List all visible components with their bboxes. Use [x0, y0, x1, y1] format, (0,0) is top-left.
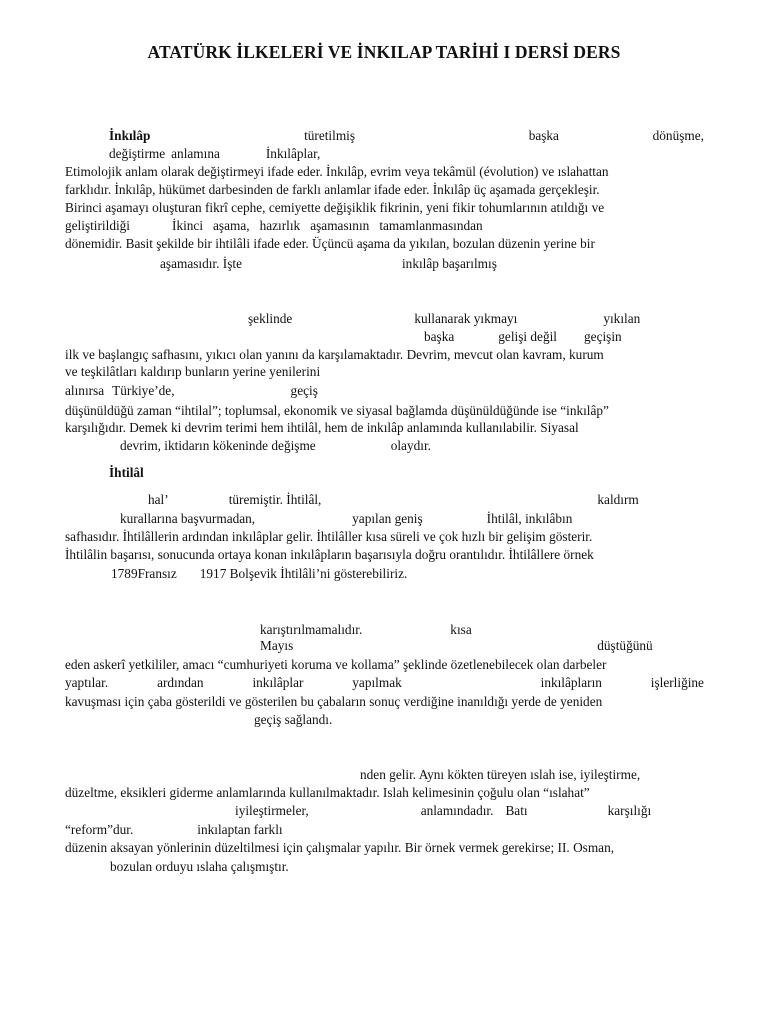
text-fragment: kurallarına başvurmadan, — [120, 511, 256, 526]
text-fragment: olaydır. — [390, 438, 431, 453]
text-fragment: geliştirildiği — [65, 218, 131, 233]
document-title: ATATÜRK İLKELERİ VE İNKILAP TARİHİ I DERSİ DERS — [147, 42, 621, 62]
paragraph-line: geçiş sağlandı. — [254, 712, 333, 727]
text-fragment: aşamasıdır. İşte — [160, 256, 242, 271]
text-fragment: türemiştir. İhtilâl, — [228, 492, 322, 507]
section-heading-ihtilal: İhtilâl — [109, 465, 144, 480]
text-fragment: “reform”dur. — [65, 822, 134, 837]
text-fragment: kaldırm — [597, 492, 639, 507]
paragraph-line: dönemidir. Basit şekilde bir ihtilâli ifade eder. Üçüncü aşama da yıkılan, bozulan düzenin yerine bir — [65, 236, 595, 251]
paragraph-line: ilk ve başlangıç safhasını, yıkıcı olan yanını da karşılamaktadır. Devrim, mevcut olan kavram, kurum — [65, 347, 604, 362]
text-fragment: aşama, — [213, 218, 250, 233]
paragraph-line — [65, 674, 704, 692]
text-fragment: hazırlık — [259, 218, 301, 233]
paragraph-line: safhasıdır. İhtilâllerin ardından inkılâplar gelir. İhtilâller kısa süreli ve çok hızlı bir gelişim gösterir. — [65, 529, 593, 544]
text-fragment: Türkiye’de, — [112, 383, 175, 398]
text-fragment: İnkılâplar, — [265, 146, 321, 161]
text-fragment: kısa — [450, 622, 472, 637]
paragraph-line — [111, 565, 704, 583]
text-fragment: geçişin — [584, 329, 622, 344]
paragraph-line: kavuşması için çaba gösterildi ve gösterilen bu çabaların sonuç verdiğine inanıldığı yerde de yeniden — [65, 694, 603, 709]
text-fragment: yaptılar. — [65, 675, 109, 690]
paragraph-line: nden gelir. Aynı kökten türeyen ıslah ise, iyileştirme, — [360, 767, 641, 782]
text-fragment: yapılmak — [352, 675, 402, 690]
paragraph-line: İhtilâlin başarısı, sonucunda ortaya konan inkılâpların başarısıyla doğru orantılıdır. İhtilâllere örnek — [65, 547, 594, 562]
paragraph-line: karşılığıdır. Demek ki devrim terimi hem ihtilâl, hem de inkılâp anlamında kullanılabilir. Siyasal — [65, 420, 579, 435]
text-fragment: ardından — [157, 675, 204, 690]
paragraph-line — [424, 328, 704, 346]
text-fragment: Mayıs — [260, 638, 294, 653]
paragraph-line: bozulan orduyu ıslaha çalışmıştır. — [110, 859, 289, 874]
paragraph-line — [248, 310, 704, 328]
paragraph-line: düşünüldüğü zaman “ihtilal”; toplumsal, ekonomik ve siyasal bağlamda düşünüldüğünde ise “inkılâp” — [65, 403, 609, 418]
paragraph-line: düzenin aksayan yönlerinin düzeltilmesi için çalışmalar yapılır. Bir örnek vermek gerekirse; II. Osman, — [65, 840, 615, 855]
text-fragment: karıştırılmamalıdır. — [260, 622, 363, 637]
paragraph-line — [65, 821, 704, 839]
text-fragment: yıkılan — [603, 311, 641, 326]
text-fragment: kullanarak yıkmayı — [414, 311, 518, 326]
paragraph-line — [65, 217, 704, 235]
text-fragment: şeklinde — [248, 311, 293, 326]
text-fragment: inkılâp başarılmış — [401, 256, 497, 271]
text-fragment: yapılan geniş — [352, 511, 423, 526]
text-fragment: başka — [528, 128, 559, 143]
text-fragment: İkinci — [172, 218, 204, 233]
text-fragment: devrim, iktidarın kökeninde değişme — [120, 438, 316, 453]
text-fragment: 1917 Bolşevik İhtilâli’ni gösterebiliriz. — [199, 566, 408, 581]
paragraph-line — [160, 255, 704, 273]
paragraph-line — [235, 802, 704, 820]
text-fragment: türetilmiş — [304, 128, 356, 143]
text-fragment: karşılığı — [607, 803, 652, 818]
paragraph-line — [260, 637, 704, 655]
paragraph-line — [109, 127, 704, 145]
paragraph-line: ve teşkilâtları kaldırıp bunların yerine yenilerini — [65, 364, 321, 379]
text-fragment: inkılâpların — [540, 675, 602, 690]
paragraph-line: düzeltme, eksikleri giderme anlamlarında kullanılmaktadır. Islah kelimesinin çoğulu olan “ıslahat” — [65, 785, 590, 800]
text-fragment: tamamlanmasından — [379, 218, 483, 233]
text-fragment: inkılâplar — [252, 675, 304, 690]
text-fragment: hal’ — [148, 492, 169, 507]
text-fragment: dönüşme, — [652, 128, 704, 143]
text-fragment: değiştirme — [109, 146, 166, 161]
paragraph-line: Etimolojik anlam olarak değiştirmeyi ifade eder. İnkılâp, evrim veya tekâmül (évolution) ve ıslahattan — [65, 164, 609, 179]
paragraph-line — [109, 145, 704, 163]
text-fragment: anlamına — [171, 146, 220, 161]
text-fragment: anlamındadır. — [420, 803, 494, 818]
text-fragment: başka — [424, 329, 455, 344]
text-fragment: 1789Fransız — [111, 566, 177, 581]
text-fragment: Batı — [505, 803, 528, 818]
paragraph-line: farklıdır. İnkılâp, hükümet darbesinden de farklı anlamlar ifade eder. İnkılâp üç aşamada gerçekleşir. — [65, 182, 600, 197]
paragraph-line — [120, 510, 704, 528]
text-fragment: alınırsa — [65, 383, 105, 398]
paragraph-line — [120, 437, 704, 455]
term-inkilap: İnkılâp — [109, 128, 151, 143]
paragraph-line — [65, 382, 704, 400]
paragraph-line — [148, 491, 704, 509]
text-fragment: gelişi değil — [498, 329, 558, 344]
text-fragment: aşamasının — [310, 218, 370, 233]
paragraph-line: Birinci aşamayı oluşturan fikrî cephe, cemiyette değişiklik fikrinin, yeni fikir tohumlarının atıldığı ve — [65, 200, 605, 215]
text-fragment: düştüğünü — [597, 638, 653, 653]
paragraph-line: eden askerî yetkililer, amacı “cumhuriyeti koruma ve kollama” şeklinde özetlenebilecek olan darbeler — [65, 657, 607, 672]
text-fragment: iyileştirmeler, — [235, 803, 309, 818]
text-fragment: geçiş — [290, 383, 318, 398]
text-fragment: işlerliğine — [650, 675, 704, 690]
text-fragment: İhtilâl, inkılâbın — [486, 511, 573, 526]
text-fragment: inkılaptan farklı — [197, 822, 283, 837]
